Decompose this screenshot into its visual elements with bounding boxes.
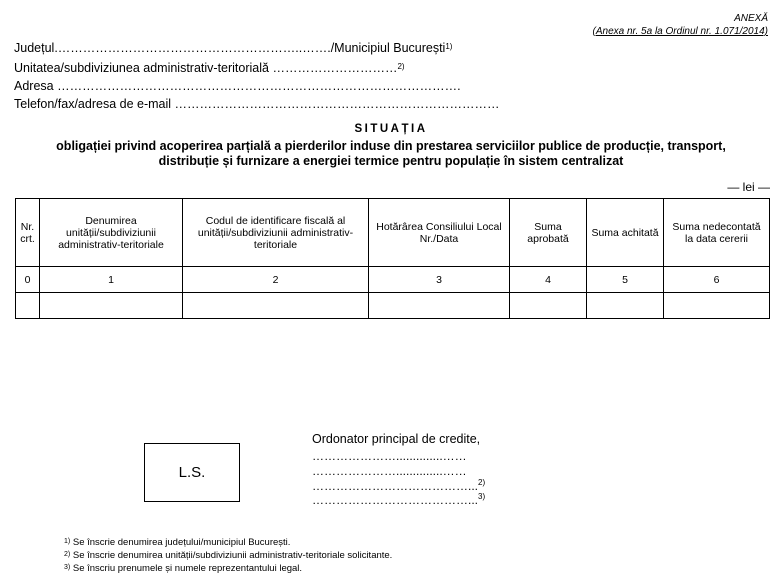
field-label: Adresa [14, 79, 54, 93]
column-number: 2 [183, 267, 369, 293]
document-subtitle: obligației privind acoperirea parțială a pierderilor induse din prestarea serviciilor publice de producție, transport, distribuție și furnizare a energiei termice pentru populație în sistem centralizat [56, 139, 726, 168]
annex-title: ANEXĂ [734, 13, 768, 24]
footnote [64, 563, 302, 574]
signature-title: Ordonator principal de credite, [312, 432, 481, 446]
column-header: Nr. crt. [16, 199, 40, 267]
dotted-line: …………………..............…… [312, 464, 467, 478]
annex-reference: (Anexa nr. 5a la Ordinul nr. 1.071/2014) [592, 26, 768, 37]
column-header: Denumirea unității/subdiviziunii administrativ-teritoriale [40, 199, 183, 267]
table-header-row [16, 199, 770, 267]
column-number: 3 [369, 267, 510, 293]
field-label: Județul [14, 41, 55, 55]
column-number: 5 [587, 267, 664, 293]
table-cell [369, 293, 510, 319]
dotted-line: …………………………………... [312, 479, 479, 493]
signature-line-representative [312, 492, 485, 507]
signature-line [312, 464, 467, 478]
footnote [64, 550, 392, 561]
column-header: Suma achitată [587, 199, 664, 267]
footnote-text: Se înscrie denumirea unității/subdiviziunii administrativ-teritoriale solicitante. [70, 550, 393, 561]
field-fill: …………………………………………………………………… [171, 97, 500, 111]
header-field-judet [14, 41, 452, 55]
field-note: 1) [445, 42, 453, 51]
signature-line-name [312, 478, 485, 493]
field-fill: .…………………………………………………..……./Municipiul București [54, 41, 446, 55]
dotted-line: …………………………………... [312, 493, 479, 507]
footnote-mark: 2) [64, 551, 71, 558]
column-header: Hotărârea Consiliului Local Nr./Data [369, 199, 510, 267]
currency-unit-label: — lei — [727, 180, 770, 194]
column-header: Codul de identificare fiscală al unității/subdiviziunii administrativ-teritoriale [183, 199, 369, 267]
field-note: 2) [397, 62, 405, 71]
footnote-mark: 3) [64, 564, 71, 571]
line-note: 3) [478, 492, 486, 501]
situation-table [15, 198, 770, 319]
footnote [64, 537, 290, 548]
table-row [16, 293, 770, 319]
table-cell [664, 293, 770, 319]
column-number: 6 [664, 267, 770, 293]
footnote-text: Se înscrie denumirea județului/municipiul București. [70, 537, 291, 548]
signature-line [312, 449, 467, 463]
field-fill: ………………………… [268, 61, 398, 75]
column-number: 0 [16, 267, 40, 293]
stamp-box [144, 443, 240, 502]
field-label: Unitatea/subdiviziunea administrativ-teritorială [14, 61, 269, 75]
column-number: 1 [40, 267, 183, 293]
field-label: Telefon/fax/adresa de e-mail [14, 97, 172, 111]
table-cell [40, 293, 183, 319]
field-fill: ……………………………………………………………………………………. [53, 79, 461, 93]
column-number: 4 [510, 267, 587, 293]
footnote-mark: 1) [64, 538, 71, 545]
column-number-row [16, 267, 770, 293]
stamp-label: L.S. [178, 464, 206, 481]
dotted-line: …………………..............…… [312, 449, 467, 463]
header-field-unitate [14, 61, 405, 75]
line-note: 2) [478, 478, 486, 487]
table-cell [510, 293, 587, 319]
footnote-text: Se înscriu prenumele și numele reprezentantului legal. [70, 563, 303, 574]
table-cell [183, 293, 369, 319]
table-cell [587, 293, 664, 319]
table-cell [16, 293, 40, 319]
column-header: Suma nedecontată la data cererii [664, 199, 770, 267]
header-field-contact [14, 97, 500, 111]
document-title: SITUAȚIA [354, 123, 428, 135]
column-header: Suma aprobată [510, 199, 587, 267]
header-field-adresa [14, 79, 461, 93]
